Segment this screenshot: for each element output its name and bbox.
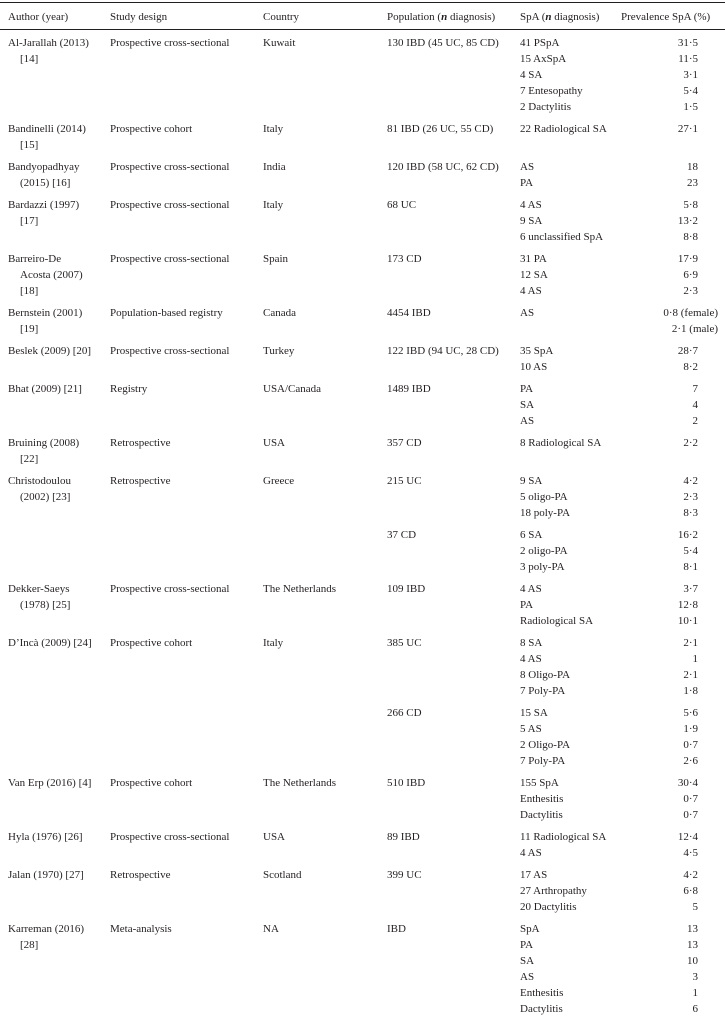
author-cell xyxy=(8,381,108,397)
table-row xyxy=(0,581,725,635)
table-row xyxy=(0,305,725,343)
prevalence-value: 27·1 xyxy=(677,123,698,135)
header-spa-n: n xyxy=(545,11,552,23)
header-population-suffix: diagnosis) xyxy=(447,11,496,23)
spa-diagnosis: PA xyxy=(520,177,534,189)
country-cell: The Netherlands xyxy=(263,777,336,789)
spa-cell xyxy=(520,159,620,191)
author-cell xyxy=(8,473,108,505)
study-design-cell: Prospective cross-sectional xyxy=(110,199,230,211)
author-cell xyxy=(8,305,108,337)
table-row xyxy=(0,435,725,473)
population-cell: 37 CD xyxy=(387,529,417,541)
author-cell xyxy=(8,581,108,613)
country-cell: USA xyxy=(263,437,286,449)
author-cell xyxy=(8,829,108,845)
prevalence-value: 6·8 xyxy=(683,885,698,897)
prevalence-value: 4 xyxy=(692,399,698,411)
spa-diagnosis: Dactylitis xyxy=(520,809,563,821)
table-row xyxy=(0,635,725,775)
prevalence-value: 2·3 xyxy=(683,491,698,503)
prevalence-value: 7 xyxy=(692,383,698,395)
population-cell: 89 IBD xyxy=(387,831,420,843)
spa-diagnosis: 6 unclassified SpA xyxy=(520,231,604,243)
author-cell xyxy=(8,121,108,153)
spa-diagnosis: 41 PSpA xyxy=(520,37,560,49)
prevalence-value: 6 xyxy=(692,1003,698,1015)
spa-cell xyxy=(520,581,620,629)
prevalence-value: 8·1 xyxy=(683,561,698,573)
author-text: Karreman (2016) xyxy=(8,923,85,935)
spa-diagnosis: 2 Oligo-PA xyxy=(520,739,571,751)
spa-diagnosis: Dactylitis xyxy=(520,1003,563,1015)
prevalence-value: 8·8 xyxy=(683,231,698,243)
country-cell: Italy xyxy=(263,123,284,135)
population-cell: 122 IBD (94 UC, 28 CD) xyxy=(387,345,499,357)
spa-diagnosis: 9 SA xyxy=(520,475,543,487)
population-cell: 130 IBD (45 UC, 85 CD) xyxy=(387,37,499,49)
table-row xyxy=(0,121,725,159)
spa-diagnosis: 8 Oligo-PA xyxy=(520,669,571,681)
spa-diagnosis: 9 SA xyxy=(520,215,543,227)
table-top-rule xyxy=(0,2,725,3)
spa-cell xyxy=(520,197,620,245)
population-cell: 4454 IBD xyxy=(387,307,431,319)
spa-cell xyxy=(520,867,620,915)
study-design-cell: Registry xyxy=(110,383,148,395)
population-cell: 215 UC xyxy=(387,475,422,487)
study-design-cell: Prospective cross-sectional xyxy=(110,583,230,595)
author-text: Dekker-Saeys xyxy=(8,583,70,595)
prevalence-value: 1·8 xyxy=(683,685,698,697)
prevalence-value: 2·6 xyxy=(683,755,698,767)
spa-diagnosis: 4 AS xyxy=(520,285,542,297)
prevalence-value: 6·9 xyxy=(683,269,698,281)
study-design-cell: Prospective cohort xyxy=(110,777,193,789)
author-text: Bernstein (2001) xyxy=(8,307,83,319)
prevalence-value: 3·1 xyxy=(683,69,698,81)
header-population-n: n xyxy=(441,11,448,23)
author-text: Jalan (1970) [27] xyxy=(8,869,84,881)
author-text: [17] xyxy=(20,215,39,227)
table-row xyxy=(0,251,725,305)
prevalence-value: 18 xyxy=(687,161,698,173)
prevalence-value: 1 xyxy=(692,653,698,665)
country-cell: Spain xyxy=(263,253,289,265)
author-text: (2015) [16] xyxy=(20,177,71,189)
spa-diagnosis xyxy=(520,321,620,337)
prevalence-value: 4·5 xyxy=(683,847,698,859)
country-cell: Italy xyxy=(263,637,284,649)
spa-diagnosis: PA xyxy=(520,383,534,395)
prevalence-value: 2·3 xyxy=(683,285,698,297)
spa-diagnosis: 20 Dactylitis xyxy=(520,901,577,913)
prevalence-value: 11·5 xyxy=(678,53,698,65)
country-cell: India xyxy=(263,161,286,173)
prevalence-value: 2·2 xyxy=(683,437,698,449)
spa-diagnosis: 4 AS xyxy=(520,653,542,665)
author-cell xyxy=(8,867,108,883)
spa-diagnosis: AS xyxy=(520,161,535,173)
author-text: Bardazzi (1997) xyxy=(8,199,80,211)
author-text: Bruining (2008) xyxy=(8,437,80,449)
prevalence-value: 5·4 xyxy=(683,85,698,97)
author-cell xyxy=(8,159,108,191)
spa-diagnosis: 4 AS xyxy=(520,199,542,211)
country-cell: Kuwait xyxy=(263,37,296,49)
header-study-design: Study design xyxy=(110,11,168,23)
country-cell: Greece xyxy=(263,475,295,487)
prevalence-value: 0·8 (female) xyxy=(663,307,718,319)
prevalence-value: 1·5 xyxy=(683,101,698,113)
prevalence-cell xyxy=(610,705,718,769)
spa-cell xyxy=(520,381,620,429)
author-text: Barreiro-De xyxy=(8,253,62,265)
population-cell: IBD xyxy=(387,923,406,935)
prevalence-value: 13·2 xyxy=(677,215,698,227)
prevalence-cell xyxy=(610,159,718,191)
prevalence-value: 23 xyxy=(687,177,698,189)
spa-cell xyxy=(520,635,620,699)
prevalence-value: 8·3 xyxy=(683,507,698,519)
study-design-cell: Prospective cross-sectional xyxy=(110,37,230,49)
country-cell: Italy xyxy=(263,199,284,211)
prevalence-value: 2·1 xyxy=(683,637,698,649)
spa-diagnosis: 3 poly-PA xyxy=(520,561,565,573)
header-spa-prefix: SpA ( xyxy=(520,11,546,23)
prevalence-cell xyxy=(610,867,718,915)
prevalence-value: 1·9 xyxy=(683,723,698,735)
author-text: [14] xyxy=(20,53,39,65)
header-spa xyxy=(520,10,599,24)
spa-diagnosis: 18 poly-PA xyxy=(520,507,571,519)
prevalence-cell xyxy=(610,381,718,429)
population-cell: 1489 IBD xyxy=(387,383,431,395)
prevalence-value: 31·5 xyxy=(677,37,698,49)
prevalence-cell xyxy=(610,829,718,861)
prevalence-value: 0·7 xyxy=(683,809,698,821)
prevalence-value: 2 xyxy=(692,415,698,427)
spa-diagnosis: Enthesitis xyxy=(520,793,564,805)
prevalence-value: 10 xyxy=(687,955,698,967)
study-design-cell: Population-based registry xyxy=(110,307,223,319)
table-row xyxy=(0,921,725,1023)
prevalence-value: 5 xyxy=(692,901,698,913)
spa-cell xyxy=(520,527,620,575)
spa-cell xyxy=(520,829,620,861)
author-text: Bandyopadhyay xyxy=(8,161,80,173)
prevalence-value: 13 xyxy=(687,939,698,951)
author-text: Van Erp (2016) [4] xyxy=(8,777,92,789)
prevalence-value: 16·2 xyxy=(677,529,698,541)
prevalence-cell xyxy=(610,121,718,137)
population-cell: 399 UC xyxy=(387,869,422,881)
table-row xyxy=(0,197,725,251)
spa-diagnosis: 4 AS xyxy=(520,583,542,595)
prevalence-value: 4·2 xyxy=(683,869,698,881)
population-cell: 68 UC xyxy=(387,199,417,211)
header-author: Author (year) xyxy=(8,11,69,23)
spa-diagnosis: SA xyxy=(520,955,535,967)
prevalence-cell xyxy=(610,251,718,299)
spa-diagnosis: PA xyxy=(520,939,534,951)
study-design-cell: Retrospective xyxy=(110,869,171,881)
spa-diagnosis: 2 Dactylitis xyxy=(520,101,572,113)
study-design-cell: Prospective cross-sectional xyxy=(110,161,230,173)
prevalence-value: 12·8 xyxy=(677,599,698,611)
author-text: [18] xyxy=(20,285,39,297)
author-text: Acosta (2007) xyxy=(20,269,83,281)
study-design-cell: Prospective cross-sectional xyxy=(110,345,230,357)
prevalence-value: 1 xyxy=(692,987,698,999)
table-row xyxy=(0,473,725,581)
spa-diagnosis: 31 PA xyxy=(520,253,547,265)
spa-diagnosis: PA xyxy=(520,599,534,611)
header-population xyxy=(387,10,495,24)
population-cell: 385 UC xyxy=(387,637,422,649)
prevalence-cell xyxy=(610,635,718,699)
table-row xyxy=(0,381,725,435)
spa-diagnosis: SpA xyxy=(520,923,540,935)
spa-diagnosis: 22 Radiological SA xyxy=(520,123,607,135)
spa-diagnosis: SA xyxy=(520,399,535,411)
spa-cell xyxy=(520,473,620,521)
prevalence-cell xyxy=(610,35,718,115)
spa-diagnosis: 10 AS xyxy=(520,361,548,373)
study-design-cell: Prospective cohort xyxy=(110,123,193,135)
prevalence-value: 2·1 xyxy=(683,669,698,681)
prevalence-cell xyxy=(610,343,718,375)
prevalence-value: 17·9 xyxy=(677,253,698,265)
prevalence-value: 5·4 xyxy=(683,545,698,557)
country-cell: USA xyxy=(263,831,286,843)
spa-diagnosis: 6 SA xyxy=(520,529,543,541)
prevalence-value: 10·1 xyxy=(677,615,698,627)
author-text: Beslek (2009) [20] xyxy=(8,345,92,357)
prevalence-cell xyxy=(610,305,718,337)
table-row xyxy=(0,775,725,829)
spa-cell xyxy=(520,121,620,137)
header-country: Country xyxy=(263,11,300,23)
spa-diagnosis: 7 Poly-PA xyxy=(520,685,566,697)
spa-diagnosis: Enthesitis xyxy=(520,987,564,999)
header-spa-suffix: diagnosis) xyxy=(551,11,600,23)
author-text: [28] xyxy=(20,939,39,951)
spa-diagnosis: 5 AS xyxy=(520,723,542,735)
prevalence-value: 8·2 xyxy=(683,361,698,373)
author-cell xyxy=(8,921,108,953)
spa-cell xyxy=(520,343,620,375)
author-text: D’Incà (2009) [24] xyxy=(8,637,92,649)
prevalence-value: 5·6 xyxy=(683,707,698,719)
header-population-prefix: Population ( xyxy=(387,11,442,23)
author-text: Christodoulou xyxy=(8,475,71,487)
author-cell xyxy=(8,197,108,229)
spa-cell xyxy=(520,775,620,823)
population-cell: 120 IBD (58 UC, 62 CD) xyxy=(387,161,499,173)
table-row xyxy=(0,35,725,121)
prevalence-value: 30·4 xyxy=(677,777,698,789)
author-text: [15] xyxy=(20,139,39,151)
spa-cell xyxy=(520,35,620,115)
author-cell xyxy=(8,775,108,791)
author-text: [19] xyxy=(20,323,39,335)
table-row xyxy=(0,159,725,197)
study-design-cell: Meta-analysis xyxy=(110,923,172,935)
population-cell: 357 CD xyxy=(387,437,422,449)
author-text: Bhat (2009) [21] xyxy=(8,383,82,395)
spa-diagnosis: 35 SpA xyxy=(520,345,554,357)
country-cell: Turkey xyxy=(263,345,295,357)
spa-diagnosis: 17 AS xyxy=(520,869,548,881)
spa-diagnosis: 12 SA xyxy=(520,269,548,281)
prevalence-value: 13 xyxy=(687,923,698,935)
population-cell: 510 IBD xyxy=(387,777,426,789)
prevalence-value: 12·4 xyxy=(677,831,698,843)
spa-diagnosis: 15 AxSpA xyxy=(520,53,567,65)
spa-diagnosis: 11 Radiological SA xyxy=(520,831,607,843)
prevalence-cell xyxy=(610,775,718,823)
author-cell xyxy=(8,35,108,67)
prevalence-value: 3 xyxy=(692,971,698,983)
prevalence-value: 0·7 xyxy=(683,793,698,805)
spa-diagnosis: 27 Arthropathy xyxy=(520,885,587,897)
spa-cell xyxy=(520,705,620,769)
spa-diagnosis: 7 Poly-PA xyxy=(520,755,566,767)
author-cell xyxy=(8,343,108,359)
author-text: [22] xyxy=(20,453,39,465)
spa-diagnosis: AS xyxy=(520,415,535,427)
population-cell: 109 IBD xyxy=(387,583,426,595)
table-body xyxy=(0,35,725,1023)
population-cell: 81 IBD (26 UC, 55 CD) xyxy=(387,123,494,135)
country-cell: NA xyxy=(263,923,279,935)
population-cell: 173 CD xyxy=(387,253,422,265)
author-cell xyxy=(8,251,108,299)
spa-diagnosis: 2 oligo-PA xyxy=(520,545,568,557)
population-cell: 266 CD xyxy=(387,707,422,719)
spa-diagnosis: AS xyxy=(520,307,535,319)
author-cell xyxy=(8,435,108,467)
spa-cell xyxy=(520,251,620,299)
table-row xyxy=(0,829,725,867)
spa-diagnosis: 5 oligo-PA xyxy=(520,491,568,503)
prevalence-value: 28·7 xyxy=(677,345,698,357)
author-text: (1978) [25] xyxy=(20,599,71,611)
study-design-cell: Prospective cross-sectional xyxy=(110,831,230,843)
author-text: Al-Jarallah (2013) xyxy=(8,37,89,49)
prevalence-value: 5·8 xyxy=(683,199,698,211)
spa-diagnosis: Radiological SA xyxy=(520,615,594,627)
spa-diagnosis: 7 Entesopathy xyxy=(520,85,583,97)
spa-diagnosis: 8 Radiological SA xyxy=(520,437,602,449)
country-cell: Scotland xyxy=(263,869,302,881)
spa-diagnosis: AS xyxy=(520,971,535,983)
table-header-rule xyxy=(0,29,725,30)
country-cell: USA/Canada xyxy=(263,383,322,395)
spa-cell xyxy=(520,305,620,337)
prevalence-value: 2·1 (male) xyxy=(671,323,718,335)
study-design-cell: Prospective cross-sectional xyxy=(110,253,230,265)
prevalence-value: 4·2 xyxy=(683,475,698,487)
author-text: Bandinelli (2014) xyxy=(8,123,86,135)
prevalence-cell xyxy=(610,527,718,575)
study-design-cell: Retrospective xyxy=(110,437,171,449)
author-text: Hyla (1976) [26] xyxy=(8,831,83,843)
spa-diagnosis: 15 SA xyxy=(520,707,548,719)
prevalence-cell xyxy=(610,581,718,629)
study-design-cell: Prospective cohort xyxy=(110,637,193,649)
prevalence-cell xyxy=(610,435,718,451)
prevalence-value: 3·7 xyxy=(683,583,698,595)
spa-diagnosis: 155 SpA xyxy=(520,777,559,789)
prevalence-cell xyxy=(610,473,718,521)
header-prevalence: Prevalence SpA (%) xyxy=(621,11,711,23)
spa-diagnosis: 4 SA xyxy=(520,69,543,81)
study-design-cell: Retrospective xyxy=(110,475,171,487)
table-row xyxy=(0,867,725,921)
table-row xyxy=(0,343,725,381)
country-cell: Canada xyxy=(263,307,296,319)
prevalence-cell xyxy=(610,197,718,245)
spa-diagnosis: 8 SA xyxy=(520,637,543,649)
prevalence-cell xyxy=(610,921,718,1017)
spa-cell xyxy=(520,435,620,451)
prevalence-value: 0·7 xyxy=(683,739,698,751)
author-cell xyxy=(8,635,108,651)
spa-cell xyxy=(520,921,620,1017)
author-text: (2002) [23] xyxy=(20,491,71,503)
spa-diagnosis: 4 AS xyxy=(520,847,542,859)
country-cell: The Netherlands xyxy=(263,583,336,595)
